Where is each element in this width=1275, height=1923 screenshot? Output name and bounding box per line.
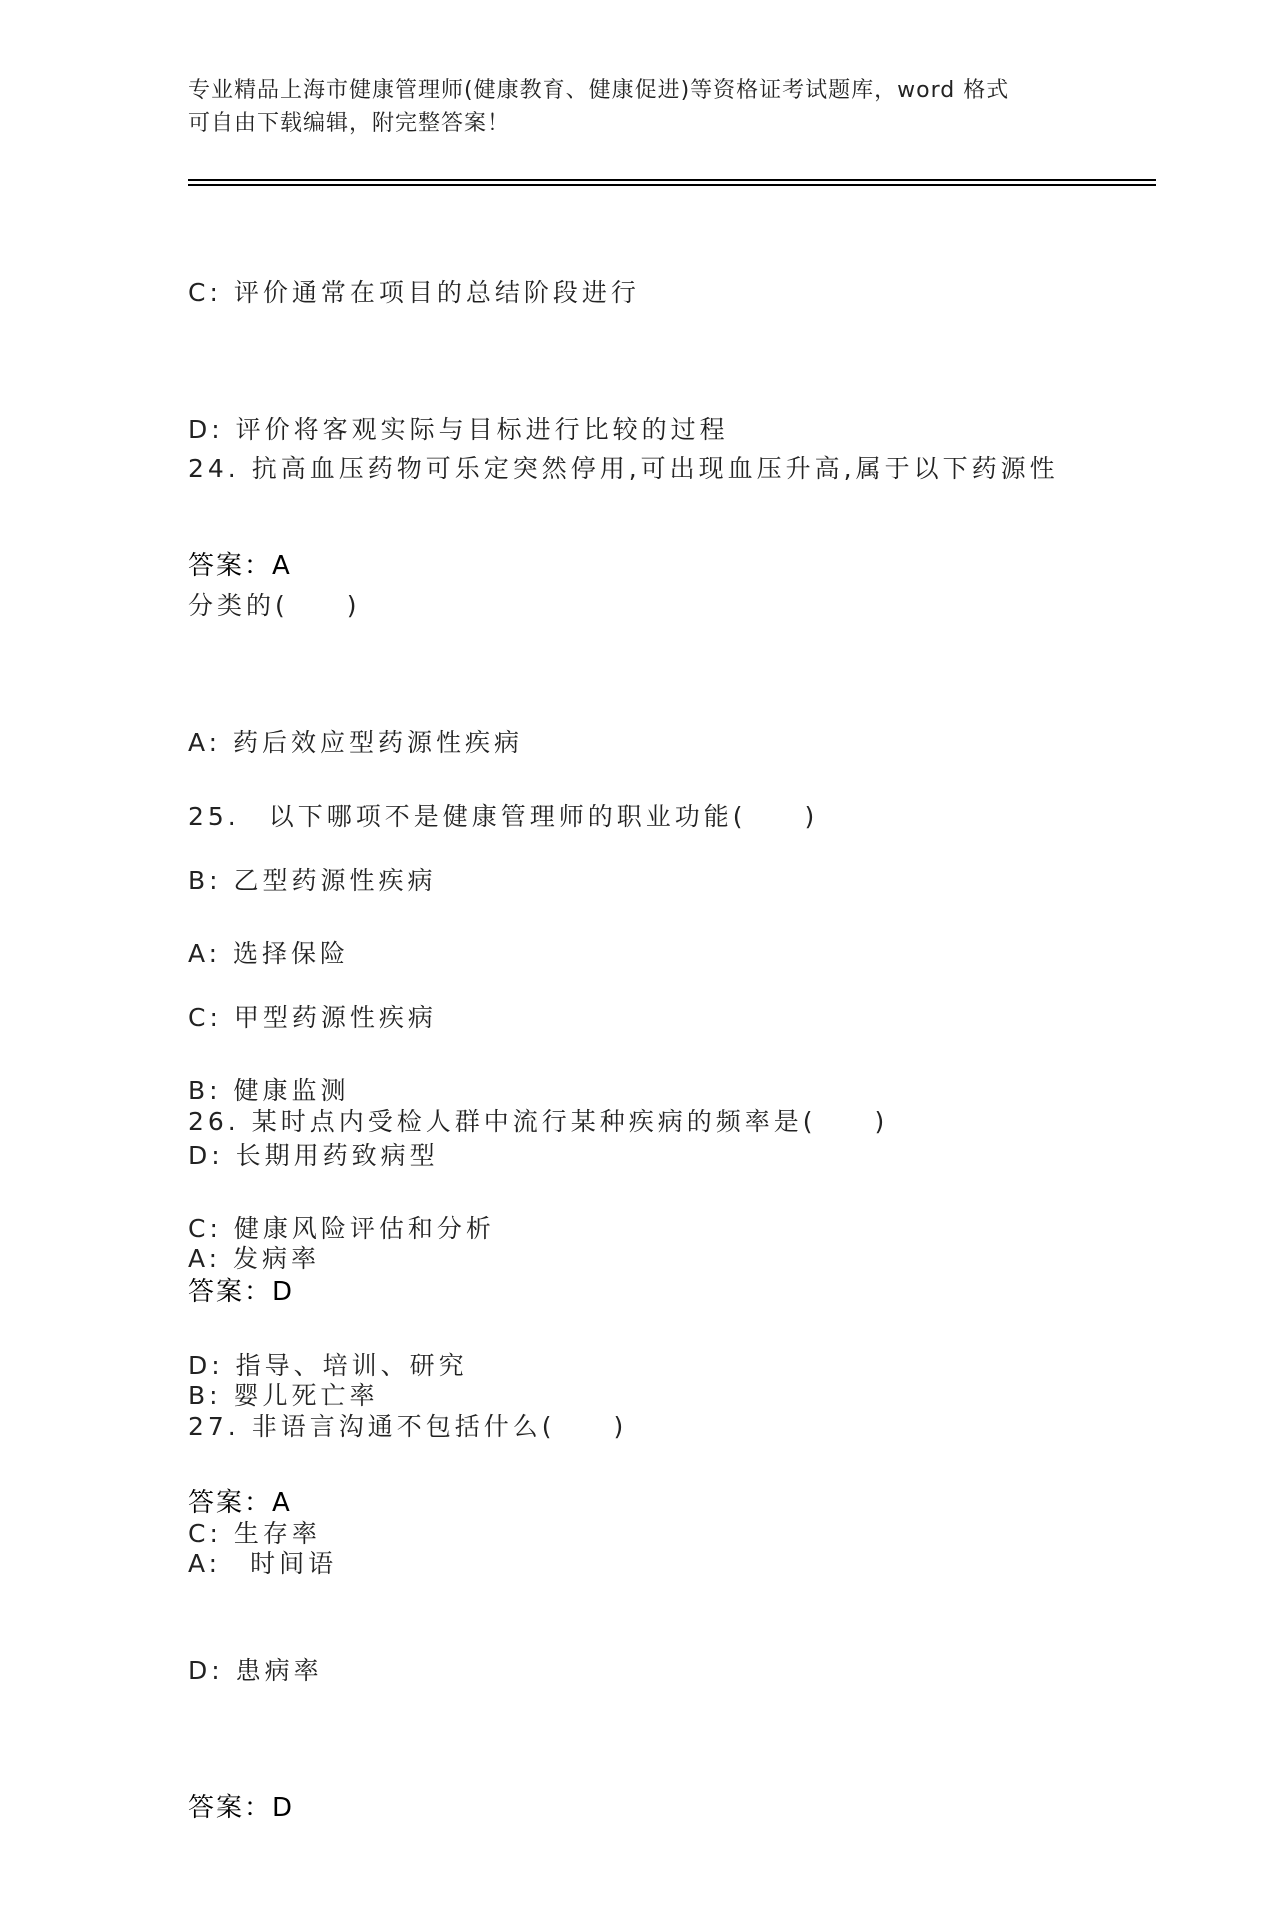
question-stem: 26. 某时点内受检人群中流行某种疾病的频率是( ): [188, 1106, 889, 1136]
answer: 答案：A: [188, 551, 292, 582]
header-line-1: 专业精品上海市健康管理师(健康教育、健康促进)等资格证考试题库，word 格式: [188, 78, 1010, 103]
question-stem-line-2: 分类的( ): [188, 590, 361, 620]
header-line-2: 可自由下载编辑，附完整答案！: [188, 111, 511, 136]
answer: 答案：A: [188, 1487, 292, 1518]
option-d: D: 长期用药致病型: [188, 1140, 439, 1170]
option-a: A: 药后效应型药源性疾病: [188, 728, 524, 758]
question-stem: 25. 以下哪项不是健康管理师的职业功能( ): [188, 801, 819, 831]
option-c: C: 健康风险评估和分析: [188, 1213, 495, 1243]
option-d: D: 评价将客观实际与目标进行比较的过程: [188, 414, 729, 444]
option-c: C: 生存率: [188, 1518, 321, 1548]
question-stem-line-1: 24. 抗高血压药物可乐定突然停用,可出现血压升高,属于以下药源性: [188, 453, 1059, 483]
option-b: B: 婴儿死亡率: [188, 1381, 379, 1411]
question-stem: 27. 非语言沟通不包括什么( ): [188, 1411, 628, 1441]
option-a: A: 发病率: [188, 1243, 321, 1273]
option-a: A: 选择保险: [188, 938, 350, 968]
question-27: [188, 1312, 1088, 1678]
option-b: B: 乙型药源性疾病: [188, 865, 437, 895]
option-c: C: 评价通常在项目的总结阶段进行: [188, 277, 640, 307]
option-d: D: 患病率: [188, 1656, 323, 1686]
option-a: A: 时间语: [188, 1548, 338, 1578]
answer: 答案：D: [188, 1276, 295, 1307]
answer: 答案：D: [188, 1792, 295, 1823]
option-c: C: 甲型药源性疾病: [188, 1003, 437, 1033]
option-b: B: 健康监测: [188, 1076, 350, 1106]
document-header: [188, 74, 1088, 140]
option-d: D: 指导、培训、研究: [188, 1351, 468, 1381]
